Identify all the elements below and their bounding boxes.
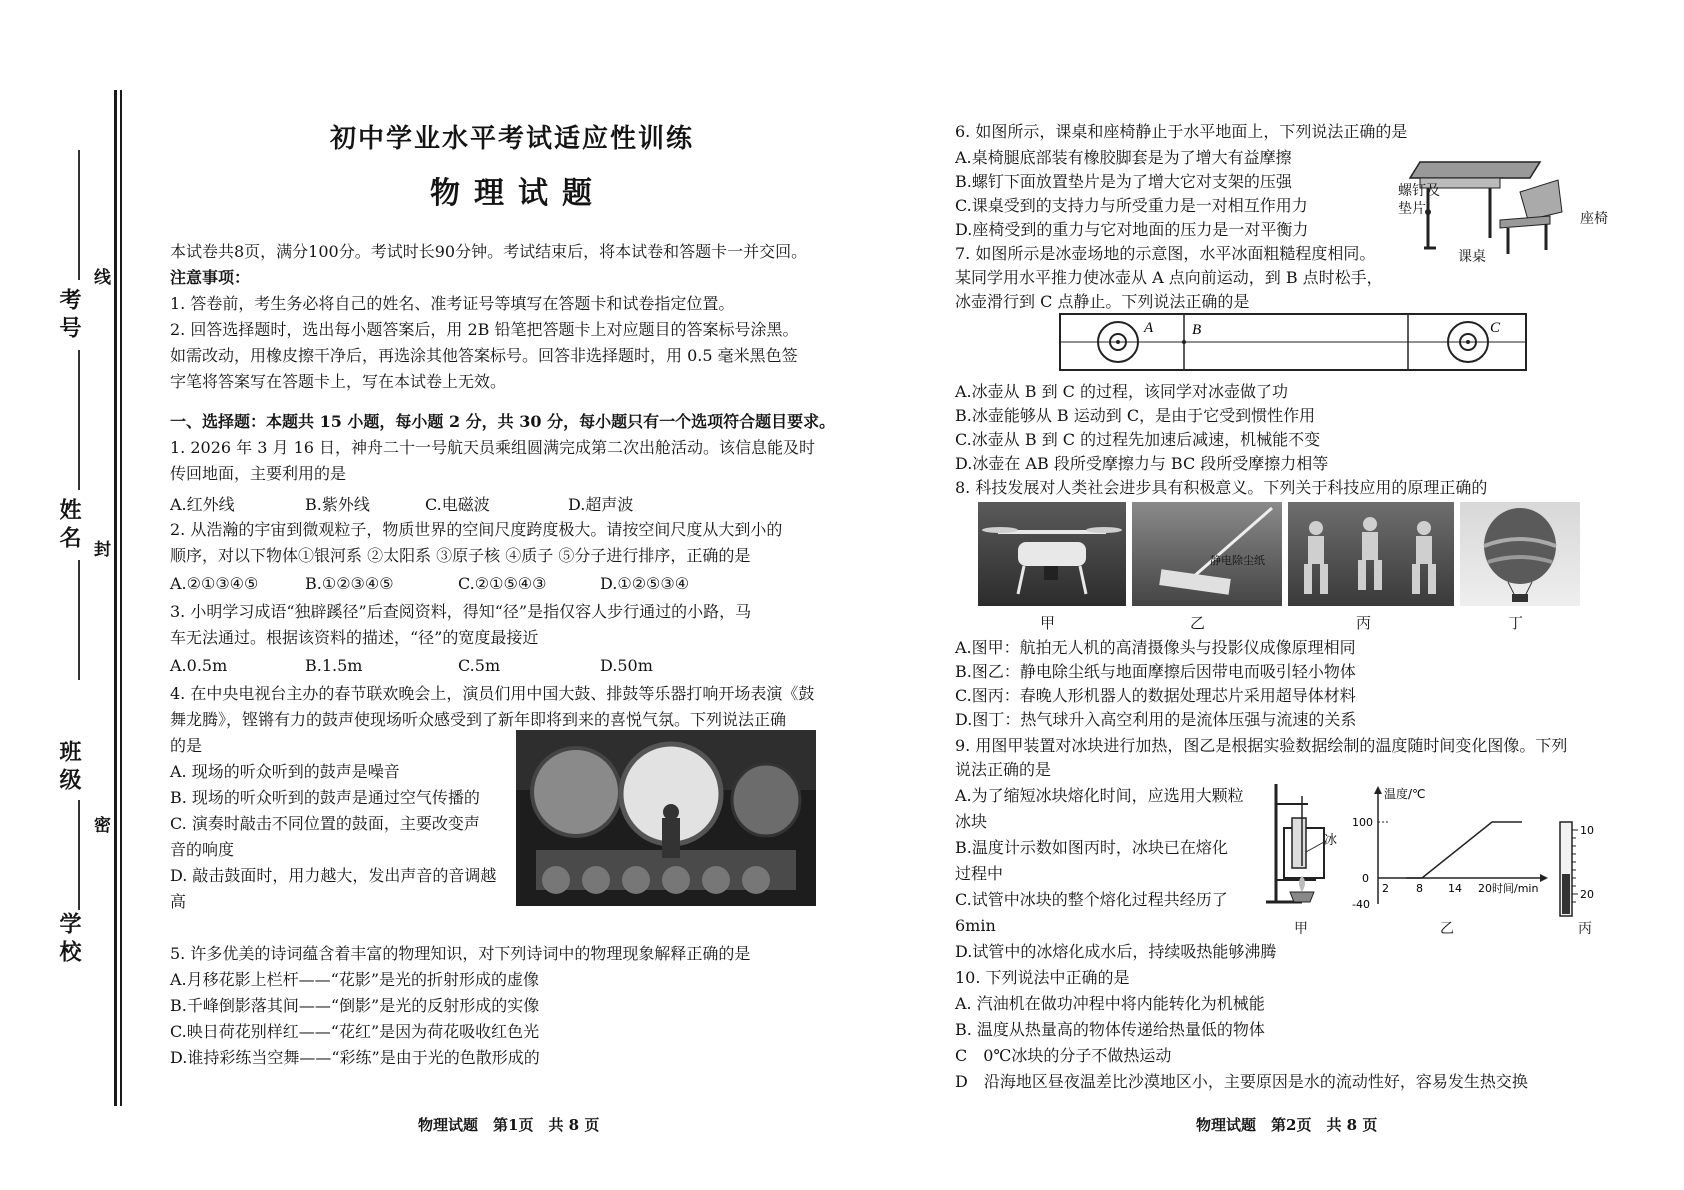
ice-label: 冰: [1324, 833, 1338, 848]
q8-option-b: B.图乙：静电除尘纸与地面摩擦后因带电而吸引轻小物体: [955, 662, 1356, 681]
q3-option-a: A.0.5m: [170, 656, 228, 675]
q10-option-a: A. 汽油机在做功冲程中将内能转化为机械能: [955, 994, 1265, 1013]
q3-stem-2: 车无法通过。根据该资料的描述，“径”的宽度最接近: [170, 628, 539, 647]
curling-rink-diagram: [1058, 312, 1528, 372]
q6-stem: 6. 如图所示，课桌和座椅静止于水平地面上，下列说法正确的是: [955, 122, 1408, 141]
notice-line-1: 1. 答卷前，考生务必将自己的姓名、准考证号等填写在答题卡和试卷指定位置。: [170, 294, 735, 313]
q5-option-a: A.月移花影上栏杆——“花影”是光的折射形成的虚像: [170, 970, 540, 989]
intro-text: 本试卷共8页，满分100分。考试时长90分钟。考试结束后，将本试卷和答题卡一并交回。: [170, 242, 808, 261]
q8-caption-yi: 乙: [1190, 614, 1206, 632]
q5-option-d: D.谁持彩练当空舞——“彩练”是由于光的色散形成的: [170, 1048, 540, 1067]
notice-heading: 注意事项：: [170, 268, 251, 287]
q2-stem-1: 2. 从浩瀚的宇宙到微观粒子，物质世界的空间尺度跨度极大。请按空间尺度从大到小的: [170, 520, 783, 539]
class-label: 班级: [56, 740, 82, 796]
graph-xtick-14: 14: [1448, 882, 1462, 895]
binding-rule-thick: [114, 90, 117, 1106]
q7-stem-2: 某同学用水平推力使冰壶从 A 点向前运动，到 B 点时松手，: [955, 268, 1383, 287]
q4-option-c-cont: 音的响度: [170, 840, 235, 859]
thermometer-figure: [1556, 820, 1606, 920]
chair-label: 座椅: [1580, 211, 1608, 227]
seal-char-secret: 密: [90, 816, 110, 833]
notice-line-3: 如需改动，用橡皮擦干净后，再选涂其他答案标号。回答非选择题时，用 0.5 毫米黑色签: [170, 346, 798, 365]
q8-stem: 8. 科技发展对人类社会进步具有积极意义。下列关于科技应用的原理正确的: [955, 478, 1488, 497]
q9-stem-2: 说法正确的是: [955, 760, 1052, 779]
exam-number-label: 考号: [56, 288, 82, 344]
q8-option-a: A.图甲：航拍无人机的高清摄像头与投影仪成像原理相同: [955, 638, 1356, 657]
q4-stem-2: 舞龙腾》，铿锵有力的鼓声使现场听众感受到了新年即将到来的喜悦气氛。下列说法正确: [170, 710, 787, 729]
q9-option-a: A.为了缩短冰块熔化时间，应选用大颗粒: [955, 786, 1244, 805]
page1-footer: 物理试题 第1页 共 8 页: [418, 1116, 600, 1134]
q1-stem-2: 传回地面，主要利用的是: [170, 464, 347, 483]
name-label: 姓名: [56, 498, 82, 554]
q10-option-d: D 沿海地区昼夜温差比沙漠地区小，主要原因是水的流动性好，容易发生热交换: [955, 1072, 1528, 1091]
q6-option-d: D.座椅受到的重力与它对地面的压力是一对平衡力: [955, 220, 1309, 239]
q9-caption-yi: 乙: [1440, 921, 1454, 937]
robots-photo: [1288, 502, 1454, 606]
q9-caption-bing: 丙: [1578, 921, 1592, 937]
q8-option-d: D.图丁：热气球升入高空利用的是流体压强与流速的关系: [955, 710, 1357, 729]
q7-option-a: A.冰壶从 B 到 C 的过程，该同学对冰壶做了功: [955, 382, 1288, 401]
q2-stem-2: 顺序，对以下物体①银河系 ②太阳系 ③原子核 ④质子 ⑤分子进行排序，正确的是: [170, 546, 751, 565]
q7-option-d: D.冰壶在 AB 段所受摩擦力与 BC 段所受摩擦力相等: [955, 454, 1329, 473]
q10-option-c: C 0℃冰块的分子不做热运动: [955, 1046, 1172, 1065]
q5-stem: 5. 许多优美的诗词蕴含着丰富的物理知识，对下列诗词中的物理现象解释正确的是: [170, 944, 751, 963]
q6-option-c: C.课桌受到的支持力与所受重力是一对相互作用力: [955, 196, 1308, 215]
thermo-tick-20: 20: [1580, 888, 1594, 901]
q3-option-c: C.5m: [458, 656, 501, 675]
q6-option-a: A.桌椅腿底部装有橡胶脚套是为了增大有益摩擦: [955, 148, 1292, 167]
seal-char-seal: 封: [90, 540, 110, 557]
q1-stem-1: 1. 2026 年 3 月 16 日，神舟二十一号航天员乘组圆满完成第二次出舱活动。该信息能及时: [170, 438, 816, 457]
school-label: 学校: [56, 912, 82, 968]
hot-air-balloon-photo: [1460, 502, 1580, 606]
page2-footer: 物理试题 第2页 共 8 页: [1196, 1116, 1378, 1134]
q8-caption-jia: 甲: [1040, 614, 1056, 632]
q3-option-b: B.1.5m: [305, 656, 363, 675]
q2-option-c: C.②①⑤④③: [458, 574, 547, 593]
point-c-label: C: [1490, 320, 1501, 336]
q9-option-b-cont: 过程中: [955, 864, 1004, 883]
section-heading: 一、选择题：本题共 15 小题，每小题 2 分，共 30 分，每小题只有一个选项符合题目要求。: [170, 412, 836, 431]
seal-char-line: 线: [90, 268, 110, 285]
desk-label: 课桌: [1458, 249, 1486, 265]
graph-ylabel: 温度/℃: [1384, 787, 1426, 801]
q2-option-d: D.①②⑤③④: [600, 574, 690, 593]
drum-scene-drawing: [516, 730, 816, 906]
graph-ytick-0: 0: [1362, 872, 1369, 885]
q8-option-c: C.图丙：春晚人形机器人的数据处理芯片采用超导体材料: [955, 686, 1356, 705]
q4-option-b: B. 现场的听众听到的鼓声是通过空气传播的: [170, 788, 480, 807]
graph-xlabel: 时间/min: [1492, 882, 1539, 895]
name-blank-lower: [78, 560, 80, 680]
q3-stem-1: 3. 小明学习成语“独辟蹊径”后查阅资料，得知“径”是指仅容人步行通过的小路，马: [170, 602, 752, 621]
q2-option-a: A.②①③④⑤: [170, 574, 259, 593]
bolt-label: 螺钉及: [1398, 183, 1440, 199]
q4-option-d-cont: 高: [170, 892, 187, 911]
q8-caption-ding: 丁: [1508, 614, 1524, 632]
notice-line-4: 字笔将答案写在答题卡上，写在本试卷上无效。: [170, 372, 507, 391]
notice-line-2: 2. 回答选择题时，选出每小题答案后，用 2B 铅笔把答题卡上对应题目的答案标号涂黑。: [170, 320, 799, 339]
q1-option-a: A.红外线: [170, 495, 235, 514]
mop-photo: [1132, 502, 1282, 606]
name-blank: [78, 350, 80, 490]
thermo-tick-10: 10: [1580, 824, 1594, 837]
q9-option-b: B.温度计示数如图丙时，冰块已在熔化: [955, 838, 1228, 857]
heating-apparatus-figure: [1262, 782, 1342, 922]
q9-option-a-cont: 冰块: [955, 812, 988, 831]
q9-option-c-cont: 6min: [955, 916, 996, 935]
drum-performance-photo: [516, 730, 816, 906]
graph-ytick-100: 100: [1352, 816, 1373, 829]
q1-option-d: D.超声波: [568, 495, 634, 514]
q10-stem: 10. 下列说法中正确的是: [955, 968, 1130, 987]
q9-caption-jia: 甲: [1294, 921, 1308, 937]
graph-ytick-minus40: -40: [1352, 898, 1370, 911]
q8-caption-bing: 丙: [1356, 614, 1372, 632]
subject-title: 物理试题: [430, 176, 606, 211]
point-b-label: B: [1192, 322, 1202, 338]
q9-stem-1: 9. 用图甲装置对冰块进行加热，图乙是根据实验数据绘制的温度随时间变化图像。下列: [955, 736, 1568, 755]
q4-stem-1: 4. 在中央电视台主办的春节联欢晚会上，演员们用中国大鼓、排鼓等乐器打响开场表演《鼓: [170, 684, 815, 703]
q2-option-b: B.①②③④⑤: [305, 574, 394, 593]
q7-stem-1: 7. 如图所示是冰壶场地的示意图，水平冰面粗糙程度相同。: [955, 244, 1376, 263]
q4-option-a: A. 现场的听众听到的鼓声是噪音: [170, 762, 400, 781]
q4-option-c: C. 演奏时敲击不同位置的鼓面，主要改变声: [170, 814, 480, 833]
q9-option-d: D.试管中的冰熔化成水后，持续吸热能够沸腾: [955, 942, 1277, 961]
q6-option-b: B.螺钉下面放置垫片是为了增大它对支架的压强: [955, 172, 1292, 191]
graph-xtick-2: 2: [1382, 882, 1389, 895]
washer-label: 垫片: [1398, 201, 1426, 217]
point-a-label: A: [1144, 320, 1154, 336]
q7-option-c: C.冰壶从 B 到 C 的过程先加速后减速，机械能不变: [955, 430, 1321, 449]
q9-option-c: C.试管中冰块的整个熔化过程共经历了: [955, 890, 1228, 909]
exam-title: 初中学业水平考试适应性训练: [330, 124, 695, 154]
class-blank-lower: [78, 800, 80, 910]
mop-text-label: 静电除尘纸: [1210, 554, 1265, 567]
temperature-time-graph: [1350, 784, 1550, 914]
exam-number-blank: [78, 150, 80, 280]
q7-stem-3: 冰壶滑行到 C 点静止。下列说法正确的是: [955, 292, 1250, 311]
q10-option-b: B. 温度从热量高的物体传递给热量低的物体: [955, 1020, 1265, 1039]
q7-option-b: B.冰壶能够从 B 运动到 C，是由于它受到惯性作用: [955, 406, 1316, 425]
q5-option-c: C.映日荷花别样红——“花红”是因为荷花吸收红色光: [170, 1022, 540, 1041]
graph-xtick-20: 20: [1478, 882, 1492, 895]
q1-option-b: B.紫外线: [305, 495, 370, 514]
graph-xtick-8: 8: [1416, 882, 1423, 895]
q4-option-d: D. 敲击鼓面时，用力越大，发出声音的音调越: [170, 866, 497, 885]
q4-stem-3: 的是: [170, 736, 203, 755]
q5-option-b: B.千峰倒影落其间——“倒影”是光的反射形成的实像: [170, 996, 540, 1015]
q3-option-d: D.50m: [600, 656, 653, 675]
q1-option-c: C.电磁波: [425, 495, 490, 514]
drone-photo: [978, 502, 1126, 606]
binding-rule-thin: [120, 90, 122, 1106]
